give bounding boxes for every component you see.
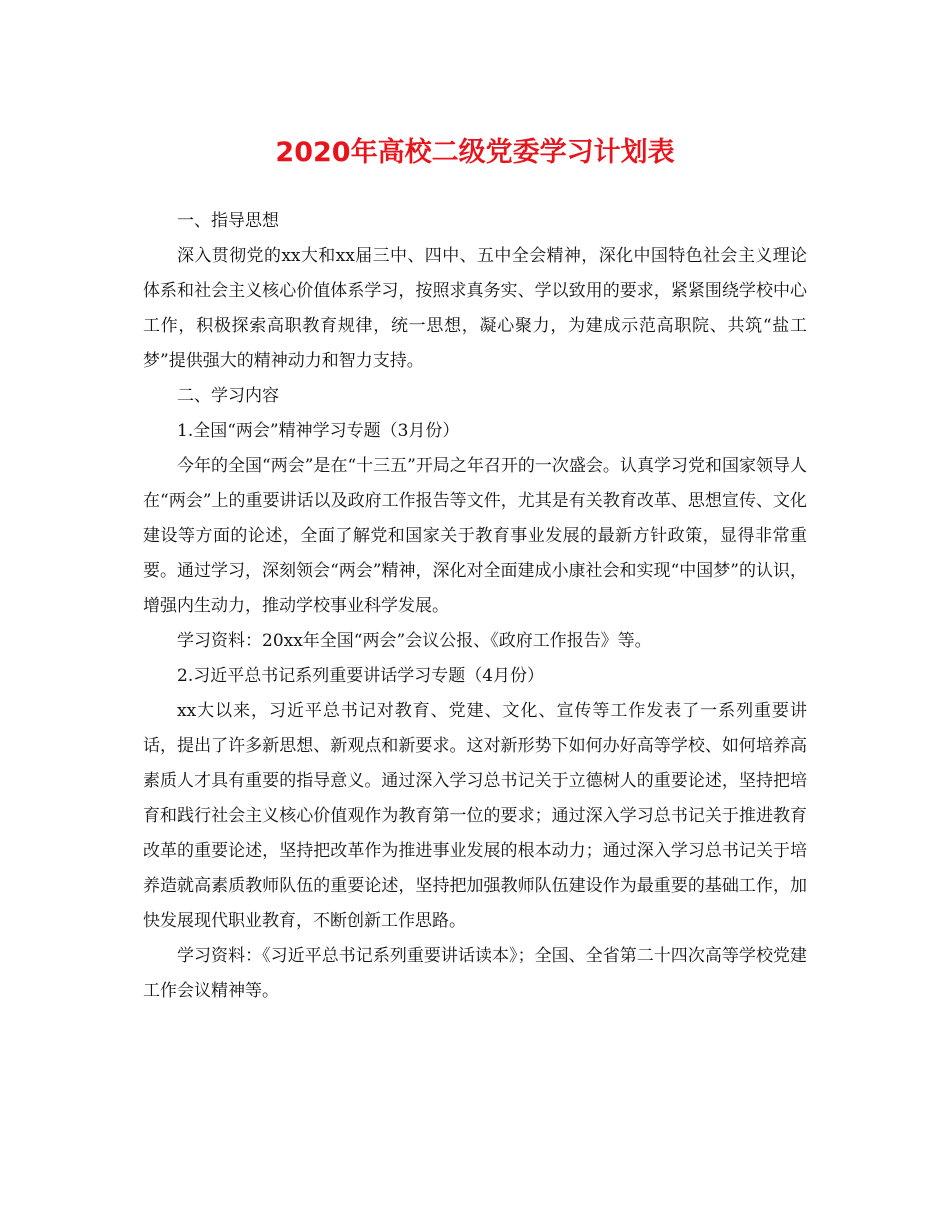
paragraph-speeches: xx大以来，习近平总书记对教育、党建、文化、宣传等工作发表了一系列重要讲话，提出了许多新思想、新观点和新要求。这对新形势下如何办好高等学校、如何培养高素质人才具有重要的指导意义。通过深入学习总书记关于立德树人的重要论述，坚持把培育和践行社会主义核心价值观作为教育第一位的要求；通过深入学习总书记关于推进教育改革的重要论述，坚持把改革作为推进事业发展的根本动力；通过深入学习总书记关于培养造就高素质教师队伍的重要论述，坚持把加强教师队伍建设作为最重要的基础工作，加快发展现代职业教育，不断创新工作思路。 bbox=[143, 701, 807, 931]
section-heading-study-content: 二、学习内容 bbox=[177, 386, 279, 406]
topic-heading-speeches: 2.习近平总书记系列重要讲话学习专题（4月份） bbox=[177, 666, 545, 686]
section-heading-guiding-ideology: 一、指导思想 bbox=[177, 211, 279, 231]
document-body bbox=[143, 204, 807, 1009]
topic-heading-two-sessions: 1.全国“两会”精神学习专题（3月份） bbox=[177, 421, 460, 441]
paragraph-guiding-ideology: 深入贯彻党的xx大和xx届三中、四中、五中全会精神，深化中国特色社会主义理论体系和社会主义核心价值体系学习，按照求真务实、学以致用的要求，紧紧围绕学校中心工作，积极探索高职教育规律，统一思想，凝心聚力，为建成示范高职院、共筑“盐工梦”提供强大的精神动力和智力支持。 bbox=[143, 246, 807, 371]
materials-speeches: 学习资料：《习近平总书记系列重要讲话读本》；全国、全省第二十四次高等学校党建工作会议精神等。 bbox=[143, 946, 807, 1001]
paragraph-two-sessions: 今年的全国“两会”是在“十三五”开局之年召开的一次盛会。认真学习党和国家领导人在“两会”上的重要讲话以及政府工作报告等文件，尤其是有关教育改革、思想宣传、文化建设等方面的论述，全面了解党和国家关于教育事业发展的最新方针政策，显得非常重要。通过学习，深刻领会“两会”精神，深化对全面建成小康社会和实现“中国梦”的认识，增强内生动力，推动学校事业科学发展。 bbox=[143, 456, 807, 616]
materials-two-sessions: 学习资料：20xx年全国“两会”会议公报、《政府工作报告》等。 bbox=[177, 631, 652, 651]
document-title: 2020年高校二级党委学习计划表 bbox=[275, 137, 675, 168]
